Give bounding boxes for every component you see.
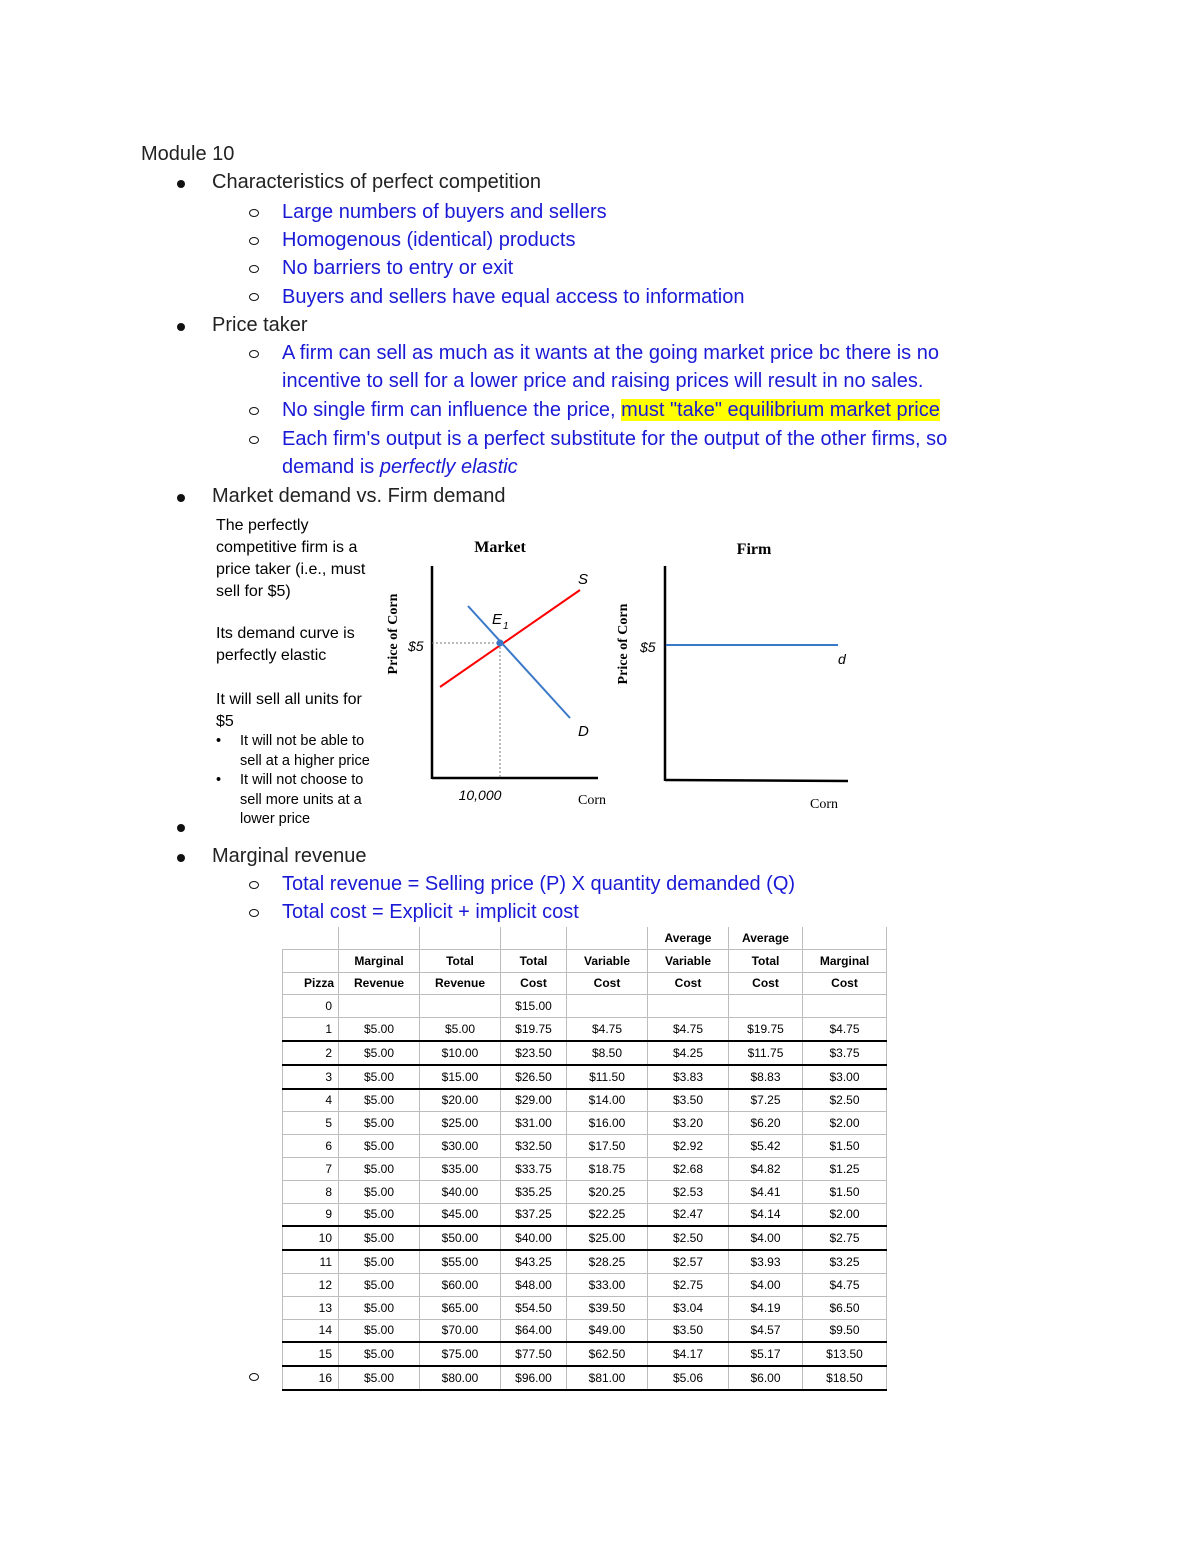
table-cell: $5.00 (339, 1296, 420, 1319)
table-cell: 14 (283, 1319, 339, 1342)
table-cell: 11 (283, 1250, 339, 1273)
table-cell: 2 (283, 1041, 339, 1065)
caption-line: competitive firm is a (216, 539, 358, 556)
caption-line: sell at a higher price (240, 752, 370, 769)
table-cell: $18.75 (567, 1157, 648, 1180)
figure-caption-1 (216, 515, 365, 603)
table-cell: $5.00 (339, 1319, 420, 1342)
table-cell: $4.00 (729, 1273, 803, 1296)
list-item: No barriers to entry or exit (282, 257, 514, 279)
table-cell: $2.47 (648, 1203, 729, 1226)
table-cell: 12 (283, 1273, 339, 1296)
table-cell: $40.00 (420, 1180, 501, 1203)
table-cell: $19.75 (501, 1018, 567, 1041)
table-cell: $1.25 (803, 1157, 887, 1180)
caption-line: The perfectly (216, 517, 309, 534)
firm-y-axis-label-text: Price of Corn (616, 603, 631, 685)
table-cell: $2.53 (648, 1180, 729, 1203)
table-cell: $5.00 (339, 1273, 420, 1296)
bullet-dot (177, 494, 185, 502)
table-cell: $32.50 (501, 1135, 567, 1158)
table-row (283, 1135, 887, 1158)
table-cell: 7 (283, 1157, 339, 1180)
caption-line: sell more units at a (240, 791, 362, 808)
table-row (283, 1112, 887, 1135)
table-cell: $5.00 (339, 1041, 420, 1065)
table-cell: $25.00 (420, 1112, 501, 1135)
sub-bullet-circle (249, 909, 259, 917)
table-cell: $33.75 (501, 1157, 567, 1180)
table-cell: $65.00 (420, 1296, 501, 1319)
table-cell: $3.20 (648, 1112, 729, 1135)
market-price-label: $5 (408, 638, 424, 654)
table-header-cell (803, 927, 887, 949)
table-header-cell: Cost (648, 972, 729, 995)
table-cell: $22.25 (567, 1203, 648, 1226)
table-cell: $11.50 (567, 1065, 648, 1089)
table-header-cell (339, 927, 420, 949)
table-header-cell (283, 927, 339, 949)
table-cell: $48.00 (501, 1273, 567, 1296)
table-cell: $2.75 (803, 1226, 887, 1250)
table-cell: $37.25 (501, 1203, 567, 1226)
table-cell: $81.00 (567, 1366, 648, 1390)
table-cell: $5.00 (339, 1018, 420, 1041)
table-cell: $5.06 (648, 1366, 729, 1390)
table-header-cell: Cost (567, 972, 648, 995)
table-header-cell: Cost (501, 972, 567, 995)
table-cell: 8 (283, 1180, 339, 1203)
table-row (283, 1250, 887, 1273)
equilibrium-subscript: 1 (503, 621, 509, 632)
sub-bullet-circle (249, 436, 259, 444)
table-header-cell: Variable (567, 949, 648, 972)
table-cell: $5.42 (729, 1135, 803, 1158)
supply-label: S (578, 571, 589, 588)
list-item-continuation: incentive to sell for a lower price and raising prices will result in no sales. (282, 370, 924, 392)
table-cell: $5.00 (339, 1203, 420, 1226)
list-item (282, 396, 940, 424)
table-cell: $3.04 (648, 1296, 729, 1319)
table-header-cell (501, 927, 567, 949)
table-cell: $19.75 (729, 1018, 803, 1041)
table-cell: $15.00 (420, 1065, 501, 1089)
bullet-symbol: • (216, 772, 222, 788)
table-cell: $5.00 (339, 1226, 420, 1250)
table-header-cell: Cost (729, 972, 803, 995)
firm-graph (610, 530, 860, 820)
table-cell: $4.41 (729, 1180, 803, 1203)
table-row (283, 1366, 887, 1390)
list-item: Total revenue = Selling price (P) X quantity demanded (Q) (282, 873, 796, 895)
table-row (283, 1342, 887, 1366)
table-cell: 10 (283, 1226, 339, 1250)
table-cell: $3.25 (803, 1250, 887, 1273)
caption-line: lower price (240, 811, 311, 827)
demand-curve (468, 606, 570, 718)
table-cell: $4.17 (648, 1342, 729, 1366)
market-graph (380, 530, 630, 820)
table-cell: $2.75 (648, 1273, 729, 1296)
table-cell: $25.00 (567, 1226, 648, 1250)
table-cell: 16 (283, 1366, 339, 1390)
table-header-cell: Revenue (339, 972, 420, 995)
table-cell: $4.19 (729, 1296, 803, 1319)
firm-price-label: $5 (640, 639, 656, 655)
table-cell: $40.00 (501, 1226, 567, 1250)
highlighted-text: must "take" equilibrium market price (621, 399, 940, 421)
table-cell: $10.00 (420, 1041, 501, 1065)
table-cell: $2.92 (648, 1135, 729, 1158)
table-header-cell: Total (729, 949, 803, 972)
caption-line: It will sell all units for (216, 691, 362, 708)
table-cell: $5.00 (339, 1250, 420, 1273)
list-item: Large numbers of buyers and sellers (282, 201, 607, 223)
cost-table (282, 927, 887, 1391)
table-header-row (283, 949, 887, 972)
table-header-cell: Total (420, 949, 501, 972)
table-row (283, 1180, 887, 1203)
table-header-row (283, 972, 887, 995)
table-cell: $4.75 (567, 1018, 648, 1041)
table-cell: $45.00 (420, 1203, 501, 1226)
table-header-cell (567, 927, 648, 949)
table-cell: $5.00 (339, 1366, 420, 1390)
firm-graph-title: Firm (736, 541, 772, 558)
sub-bullet-circle (249, 881, 259, 889)
table-cell: $4.00 (729, 1226, 803, 1250)
table-row (283, 1226, 887, 1250)
caption-line: sell for $5) (216, 583, 291, 600)
table-row (283, 1018, 887, 1041)
table-cell: $6.20 (729, 1112, 803, 1135)
table-cell: $1.50 (803, 1180, 887, 1203)
caption-line: perfectly elastic (216, 647, 327, 664)
table-cell: $80.00 (420, 1366, 501, 1390)
table-cell: 3 (283, 1065, 339, 1089)
equilibrium-label: E (492, 611, 503, 628)
table-cell: $20.00 (420, 1089, 501, 1112)
table-header-cell: Average (729, 927, 803, 949)
table-cell: $5.00 (339, 1089, 420, 1112)
table-cell: $5.00 (339, 1135, 420, 1158)
table-cell: $62.50 (567, 1342, 648, 1366)
table-cell: $4.82 (729, 1157, 803, 1180)
table-header-cell: Variable (648, 949, 729, 972)
table-cell: $5.00 (339, 1157, 420, 1180)
sub-bullet-circle (249, 293, 259, 301)
caption-line: Its demand curve is (216, 625, 355, 642)
table-cell: 9 (283, 1203, 339, 1226)
table-row (283, 1065, 887, 1089)
table-cell: $29.00 (501, 1089, 567, 1112)
bullet-dot (177, 323, 185, 331)
table-cell: $3.93 (729, 1250, 803, 1273)
table-cell: $5.00 (339, 1112, 420, 1135)
table-row (283, 1319, 887, 1342)
table-row (283, 1296, 887, 1319)
table-header-cell: Pizza (283, 972, 339, 995)
table-cell: $75.00 (420, 1342, 501, 1366)
caption-line: It will not be able to (240, 733, 365, 749)
table-cell: 15 (283, 1342, 339, 1366)
table-cell: $13.50 (803, 1342, 887, 1366)
table-cell: $2.50 (803, 1089, 887, 1112)
table-cell: $26.50 (501, 1065, 567, 1089)
table-cell: $2.57 (648, 1250, 729, 1273)
table-cell: $4.75 (803, 1273, 887, 1296)
list-item-text: demand is (282, 456, 380, 478)
table-cell: $49.00 (567, 1319, 648, 1342)
figure-caption-2 (216, 623, 355, 667)
table-cell: $35.25 (501, 1180, 567, 1203)
sub-bullet-circle (249, 350, 259, 358)
table-cell: $50.00 (420, 1226, 501, 1250)
table-header-cell (420, 927, 501, 949)
table-cell: $4.75 (648, 1018, 729, 1041)
firm-x-axis-label: Corn (810, 797, 838, 812)
sub-bullet-circle (249, 237, 259, 245)
table-cell: $17.50 (567, 1135, 648, 1158)
sub-bullet-circle (249, 1373, 259, 1381)
table-cell: $2.50 (648, 1226, 729, 1250)
section-heading-characteristics: Characteristics of perfect competition (212, 171, 542, 193)
bullet-dot (177, 824, 185, 832)
sub-bullet-circle (249, 265, 259, 273)
market-graph-title: Market (474, 539, 526, 556)
table-cell: 4 (283, 1089, 339, 1112)
page-title: Module 10 (141, 143, 235, 165)
table-row (283, 1157, 887, 1180)
market-y-axis-label-text: Price of Corn (386, 593, 401, 675)
table-header-cell: Average (648, 927, 729, 949)
table-cell: $70.00 (420, 1319, 501, 1342)
table-cell: 6 (283, 1135, 339, 1158)
list-item: A firm can sell as much as it wants at the going market price bc there is no (282, 342, 939, 364)
bullet-symbol: • (216, 733, 222, 749)
table-cell: $5.17 (729, 1342, 803, 1366)
table-cell: $33.00 (567, 1273, 648, 1296)
table-cell: $4.14 (729, 1203, 803, 1226)
table-cell: $5.00 (339, 1065, 420, 1089)
table-cell: $2.00 (803, 1112, 887, 1135)
table-cell: $5.00 (420, 1018, 501, 1041)
table-cell: $4.75 (803, 1018, 887, 1041)
section-heading-marginal-revenue: Marginal revenue (212, 845, 367, 867)
table-cell: $14.00 (567, 1089, 648, 1112)
table-cell: $8.83 (729, 1065, 803, 1089)
table-cell: $15.00 (501, 995, 567, 1018)
table-cell: $23.50 (501, 1041, 567, 1065)
table-cell: $96.00 (501, 1366, 567, 1390)
caption-line: price taker (i.e., must (216, 561, 366, 578)
table-cell: $77.50 (501, 1342, 567, 1366)
sub-bullet-circle (249, 209, 259, 217)
firm-x-axis (665, 780, 848, 781)
table-cell (339, 995, 420, 1018)
table-cell: 0 (283, 995, 339, 1018)
table-header-row (283, 927, 887, 949)
table-row (283, 995, 887, 1018)
table-cell: $4.25 (648, 1041, 729, 1065)
list-item-continuation (282, 453, 518, 481)
list-item: Each firm's output is a perfect substitute for the output of the other firms, so (282, 428, 948, 450)
bullet-dot (177, 854, 185, 862)
table-cell: $7.25 (729, 1089, 803, 1112)
table-cell (729, 995, 803, 1018)
firm-demand-label: d (838, 651, 846, 667)
supply-curve (440, 590, 580, 687)
table-cell: $55.00 (420, 1250, 501, 1273)
table-header-cell: Marginal (803, 949, 887, 972)
table-cell: $3.83 (648, 1065, 729, 1089)
table-cell (648, 995, 729, 1018)
table-header-cell: Total (501, 949, 567, 972)
section-heading-market-vs-firm: Market demand vs. Firm demand (212, 485, 506, 507)
table-cell: $3.75 (803, 1041, 887, 1065)
table-cell: $5.00 (339, 1342, 420, 1366)
caption-line: $5 (216, 713, 234, 730)
table-header-cell: Revenue (420, 972, 501, 995)
bullet-dot (177, 180, 185, 188)
table-cell: $11.75 (729, 1041, 803, 1065)
market-quantity-label: 10,000 (458, 787, 502, 803)
table-cell: 5 (283, 1112, 339, 1135)
table-cell: 13 (283, 1296, 339, 1319)
table-cell: $6.50 (803, 1296, 887, 1319)
figure-bullet-1 (216, 732, 370, 771)
caption-line: It will not choose to (240, 772, 364, 788)
table-cell: $39.50 (567, 1296, 648, 1319)
table-cell: $31.00 (501, 1112, 567, 1135)
sub-bullet-circle (249, 407, 259, 415)
table-cell: $20.25 (567, 1180, 648, 1203)
table-cell: $2.00 (803, 1203, 887, 1226)
table-cell: $54.50 (501, 1296, 567, 1319)
italic-text: perfectly elastic (379, 456, 518, 478)
table-cell: $9.50 (803, 1319, 887, 1342)
table-header-cell: Cost (803, 972, 887, 995)
table-cell: $2.68 (648, 1157, 729, 1180)
table-cell (420, 995, 501, 1018)
list-item: Buyers and sellers have equal access to information (282, 286, 745, 308)
table-row (283, 1089, 887, 1112)
table-cell: $16.00 (567, 1112, 648, 1135)
list-item: Total cost = Explicit + implicit cost (282, 901, 579, 923)
market-x-axis-label: Corn (578, 793, 606, 808)
table-row (283, 1041, 887, 1065)
table-header-cell: Marginal (339, 949, 420, 972)
table-cell: $64.00 (501, 1319, 567, 1342)
section-heading-price-taker: Price taker (212, 314, 308, 336)
table-cell: $5.00 (339, 1180, 420, 1203)
table-cell: $4.57 (729, 1319, 803, 1342)
table-cell: $18.50 (803, 1366, 887, 1390)
table-cell: 1 (283, 1018, 339, 1041)
table-row (283, 1273, 887, 1296)
table-cell: $1.50 (803, 1135, 887, 1158)
table-cell: $28.25 (567, 1250, 648, 1273)
table-cell: $3.00 (803, 1065, 887, 1089)
table-cell: $30.00 (420, 1135, 501, 1158)
table-row (283, 1203, 887, 1226)
table-cell: $35.00 (420, 1157, 501, 1180)
list-item: Homogenous (identical) products (282, 229, 576, 251)
table-cell: $8.50 (567, 1041, 648, 1065)
list-item-text: No single firm can influence the price, (282, 399, 622, 421)
equilibrium-point (497, 640, 504, 647)
table-cell (567, 995, 648, 1018)
table-cell: $3.50 (648, 1319, 729, 1342)
figure-bullet-2 (216, 771, 363, 830)
table-cell: $3.50 (648, 1089, 729, 1112)
table-cell (803, 995, 887, 1018)
table-cell: $43.25 (501, 1250, 567, 1273)
table-cell: $60.00 (420, 1273, 501, 1296)
figure-caption-3 (216, 689, 362, 733)
table-cell: $6.00 (729, 1366, 803, 1390)
demand-label: D (578, 723, 589, 740)
table-header-cell (283, 949, 339, 972)
